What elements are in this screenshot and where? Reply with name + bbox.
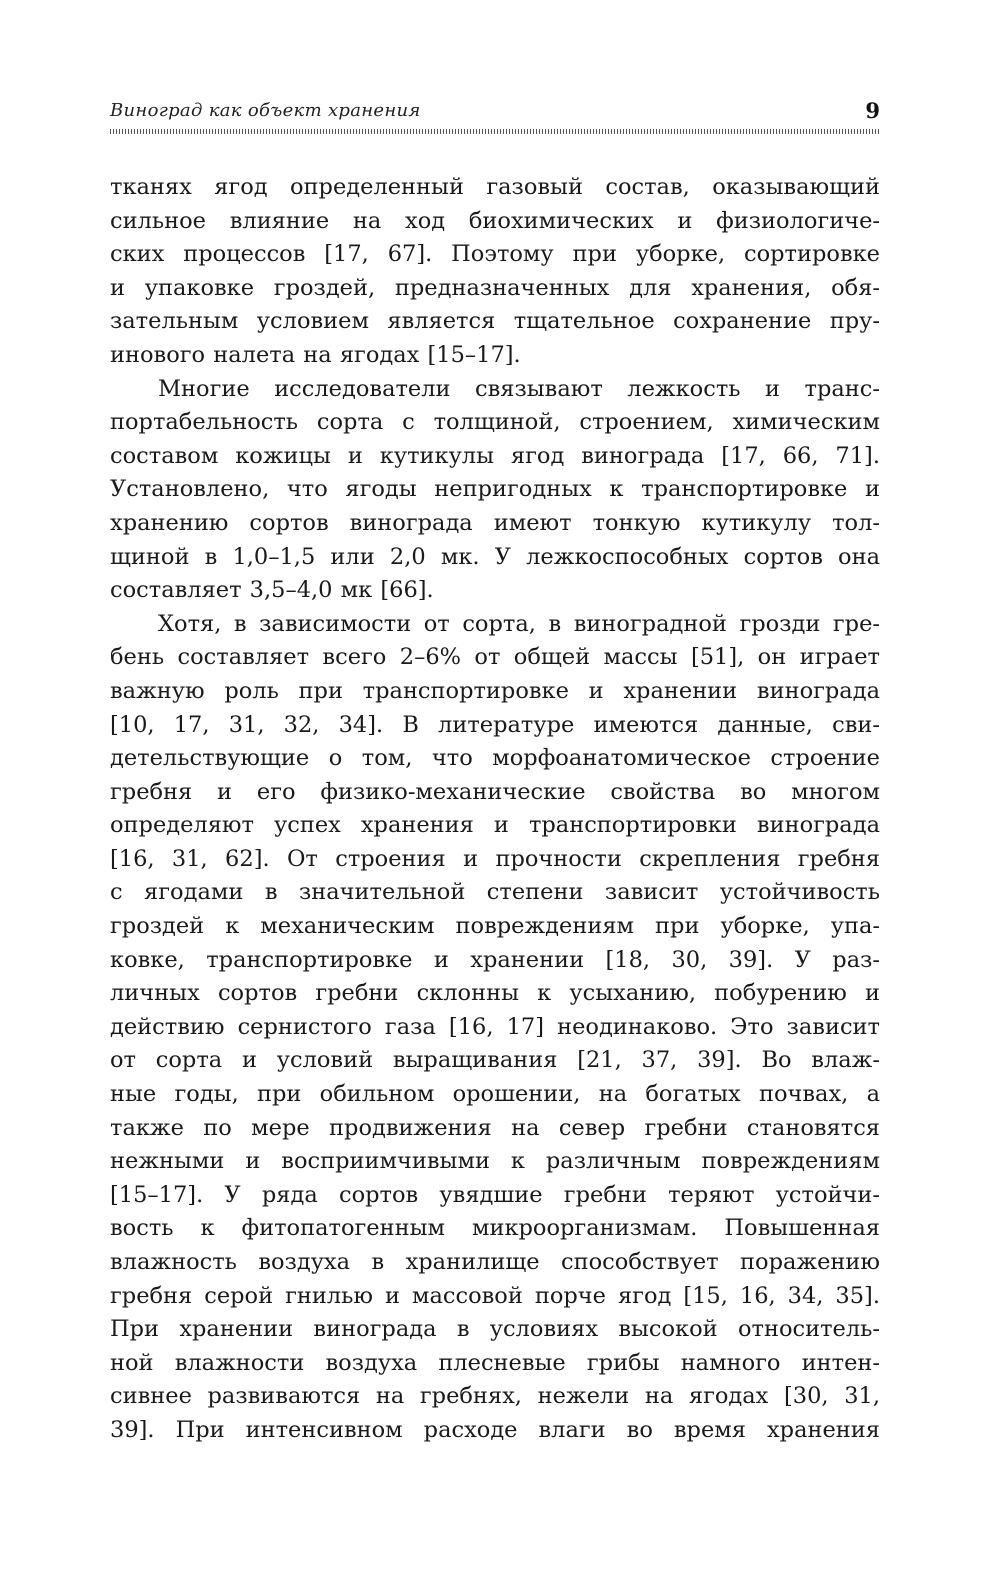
text-line: гроздей к механическим повреждениям при уборке, упа- <box>110 913 880 940</box>
text-line: бень составляет всего 2–6% от общей массы [51], он играет <box>110 644 880 671</box>
text-line: ковке, транспортировке и хранении [18, 30, 39]. У раз- <box>110 946 880 973</box>
text-line: хранению сортов винограда имеют тонкую кутикулу тол- <box>110 509 880 536</box>
text-line: портабельность сорта с толщиной, строением, химическим <box>110 409 880 436</box>
text-line: щиной в 1,0–1,5 или 2,0 мк. У лежкоспособных сортов она <box>110 543 880 570</box>
header-rule <box>110 129 880 134</box>
text-line: сильное влияние на ход биохимических и физиологиче- <box>110 207 880 234</box>
page-number: 9 <box>865 98 880 123</box>
text-line: детельствующие о том, что морфоанатомическое строение <box>110 745 880 772</box>
paragraph <box>110 171 880 373</box>
text-line: составляет 3,5–4,0 мк [66]. <box>110 577 434 604</box>
running-title: Виноград как объект хранения <box>110 100 421 121</box>
text-line: личных сортов гребни склонны к усыханию, побурению и <box>110 980 880 1007</box>
text-line: также по мере продвижения на север гребни становятся <box>110 1114 880 1141</box>
text-line: ные годы, при обильном орошении, на богатых почвах, а <box>110 1081 880 1108</box>
text-line: ной влажности воздуха плесневые грибы намного интен- <box>110 1349 880 1376</box>
text-line: нежными и восприимчивыми к различным повреждениям <box>110 1148 880 1175</box>
paragraph <box>110 373 880 608</box>
text-line: ских процессов [17, 67]. Поэтому при уборке, сортировке <box>110 241 880 268</box>
text-line: Установлено, что ягоды непригодных к транспортировке и <box>110 476 880 503</box>
text-line: с ягодами в значительной степени зависит устойчивость <box>110 879 880 906</box>
text-line: [10, 17, 31, 32, 34]. В литературе имеются данные, сви- <box>110 711 880 738</box>
text-line: вость к фитопатогенным микроорганизмам. Повышенная <box>110 1215 880 1242</box>
text-line: важную роль при транспортировке и хранении винограда <box>110 677 880 704</box>
text-line: гребня серой гнилью и массовой порче ягод [15, 16, 34, 35]. <box>110 1282 880 1309</box>
text-line: Многие исследователи связывают лежкость и транс- <box>158 375 880 402</box>
text-line: составом кожицы и кутикулы ягод винограда [17, 66, 71]. <box>110 442 880 469</box>
text-line: инового налета на ягодах [15–17]. <box>110 341 521 368</box>
paragraph <box>110 608 880 1448</box>
text-line: 39]. При интенсивном расходе влаги во время хранения <box>110 1416 880 1443</box>
text-line: тканях ягод определенный газовый состав, оказывающий <box>110 174 880 200</box>
text-line: и упаковке гроздей, предназначенных для хранения, обя- <box>110 274 880 301</box>
text-line: гребня и его физико-механические свойства во многом <box>110 778 880 805</box>
text-line: Хотя, в зависимости от сорта, в виноградной грозди гре- <box>158 610 880 637</box>
body-text <box>110 171 880 1448</box>
text-line: определяют успех хранения и транспортировки винограда <box>110 812 880 839</box>
text-line: от сорта и условий выращивания [21, 37, 39]. Во влаж- <box>110 1047 880 1074</box>
text-line: [16, 31, 62]. От строения и прочности скрепления гребня <box>110 845 880 872</box>
text-line: влажность воздуха в хранилище способствует поражению <box>110 1249 880 1275</box>
text-line: При хранении винограда в условиях высокой относитель- <box>110 1316 880 1343</box>
text-line: [15–17]. У ряда сортов увядшие гребни теряют устойчи- <box>110 1181 880 1208</box>
text-line: зательным условием является тщательное сохранение пру- <box>110 308 880 335</box>
text-line: сивнее развиваются на гребнях, нежели на ягодах [30, 31, <box>110 1383 880 1410</box>
text-line: действию сернистого газа [16, 17] неодинаково. Это зависит <box>110 1013 880 1040</box>
running-header <box>110 98 880 126</box>
